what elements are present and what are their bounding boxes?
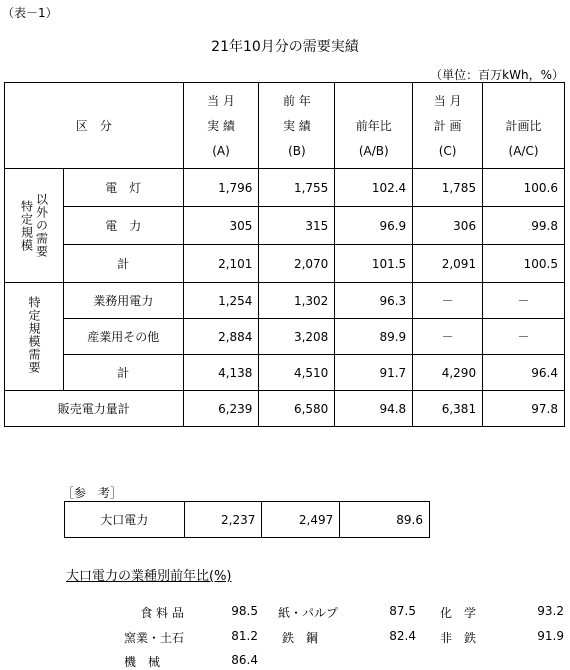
row-label: 電 灯	[63, 169, 183, 207]
total-row	[5, 391, 565, 427]
industry-name: 紙・パルプ	[278, 606, 339, 620]
cell-ac: －	[483, 319, 565, 355]
cell-a: 2,884	[183, 319, 259, 355]
header-c	[413, 83, 483, 169]
industry-name: 化 学	[440, 606, 477, 620]
row-label: 大口電力	[65, 502, 185, 538]
cell-c: 6,381	[413, 391, 483, 427]
cell-c: 4,290	[413, 355, 483, 391]
cell-ab: 101.5	[335, 245, 413, 283]
cell-b: 2,497	[262, 502, 340, 538]
cell-a: 1,254	[183, 283, 259, 319]
cell-c: 2,091	[413, 245, 483, 283]
industry-name: 食 料 品	[140, 606, 184, 620]
table-row	[65, 502, 430, 538]
header-a-line1: 当 月	[207, 94, 235, 108]
header-a-line2: 実 績	[207, 119, 235, 133]
cell-a: 2,237	[184, 502, 262, 538]
demand-table	[4, 82, 565, 427]
page-title: 21年10月分の需要実績	[211, 39, 359, 55]
cell-ac: 96.4	[483, 355, 565, 391]
cell-b: 3,208	[259, 319, 335, 355]
table-label: （表－1）	[2, 6, 58, 20]
header-c-line2: 計 画	[433, 119, 462, 133]
group2-label-text: 特定規模需要	[26, 296, 41, 374]
cell-a: 2,101	[183, 245, 259, 283]
industry-name: 非 鉄	[440, 631, 477, 645]
table-row	[5, 245, 565, 283]
table-row	[5, 207, 565, 245]
group1-label	[5, 169, 64, 283]
table-row	[5, 169, 565, 207]
cell-ac: 100.5	[483, 245, 565, 283]
cell-b: 2,070	[259, 245, 335, 283]
row-label: 計	[63, 245, 183, 283]
industry-value: 86.4	[231, 653, 258, 667]
cell-b: 1,755	[259, 169, 335, 207]
cell-c: －	[413, 319, 483, 355]
table-row	[5, 319, 565, 355]
industry-name: 機 械	[124, 655, 161, 669]
cell-a: 305	[183, 207, 259, 245]
industry-value: 91.9	[537, 629, 564, 643]
header-ac-line1: 計画比	[505, 119, 542, 133]
table-row	[5, 355, 565, 391]
header-a-line3: (A)	[212, 144, 230, 158]
header-ac	[483, 83, 565, 169]
header-c-line3: (C)	[438, 144, 457, 158]
cell-ab: 102.4	[335, 169, 413, 207]
cell-ac: 97.8	[483, 391, 565, 427]
header-ac-line2: (A/C)	[508, 144, 539, 158]
header-ab-line2: (A/B)	[358, 144, 389, 158]
cell-b: 6,580	[259, 391, 335, 427]
header-b-line2: 実 績	[282, 119, 311, 133]
cell-c: 306	[413, 207, 483, 245]
cell-ac: 100.6	[483, 169, 565, 207]
cell-ac: 99.8	[483, 207, 565, 245]
cell-b: 4,510	[259, 355, 335, 391]
cell-a: 6,239	[183, 391, 259, 427]
cell-c: 1,785	[413, 169, 483, 207]
row-label: 計	[63, 355, 183, 391]
cell-ab: 89.6	[340, 502, 430, 538]
header-b-line3: (B)	[288, 144, 306, 158]
industry-value: 93.2	[537, 604, 564, 618]
cell-a: 4,138	[183, 355, 259, 391]
cell-ab: 91.7	[335, 355, 413, 391]
header-ab	[335, 83, 413, 169]
cell-ab: 89.9	[335, 319, 413, 355]
industry-value: 81.2	[231, 629, 258, 643]
unit-label: （単位：百万kWh，%）	[430, 68, 564, 82]
cell-b: 1,302	[259, 283, 335, 319]
industry-value: 82.4	[389, 629, 416, 643]
header-category: 区 分	[5, 83, 184, 169]
row-label: 産業用その他	[63, 319, 183, 355]
reference-table	[64, 501, 430, 538]
header-b-line1: 前 年	[282, 94, 311, 108]
group1-label-col2: 以外の需要	[34, 193, 49, 258]
header-b	[259, 83, 335, 169]
header-ab-line1: 前年比	[355, 119, 392, 133]
reference-label: ［参 考］	[62, 486, 123, 500]
cell-c: －	[413, 283, 483, 319]
table-row	[5, 283, 565, 319]
industry-value: 87.5	[389, 604, 416, 618]
industry-name: 窯業・土石	[123, 631, 184, 645]
cell-ac: －	[483, 283, 565, 319]
cell-ab: 94.8	[335, 391, 413, 427]
cell-b: 315	[259, 207, 335, 245]
total-label: 販売電力量計	[5, 391, 184, 427]
row-label: 電 力	[63, 207, 183, 245]
header-a	[183, 83, 259, 169]
row-label: 業務用電力	[63, 283, 183, 319]
header-row	[5, 83, 565, 169]
industry-name: 鉄 鋼	[282, 631, 319, 645]
industry-title: 大口電力の業種別前年比(%)	[66, 569, 232, 584]
industry-value: 98.5	[231, 604, 258, 618]
group1-label-col1: 特定規模	[19, 199, 34, 252]
cell-ab: 96.9	[335, 207, 413, 245]
cell-a: 1,796	[183, 169, 259, 207]
cell-ab: 96.3	[335, 283, 413, 319]
header-c-line1: 当 月	[433, 94, 462, 108]
group2-label	[5, 283, 64, 391]
